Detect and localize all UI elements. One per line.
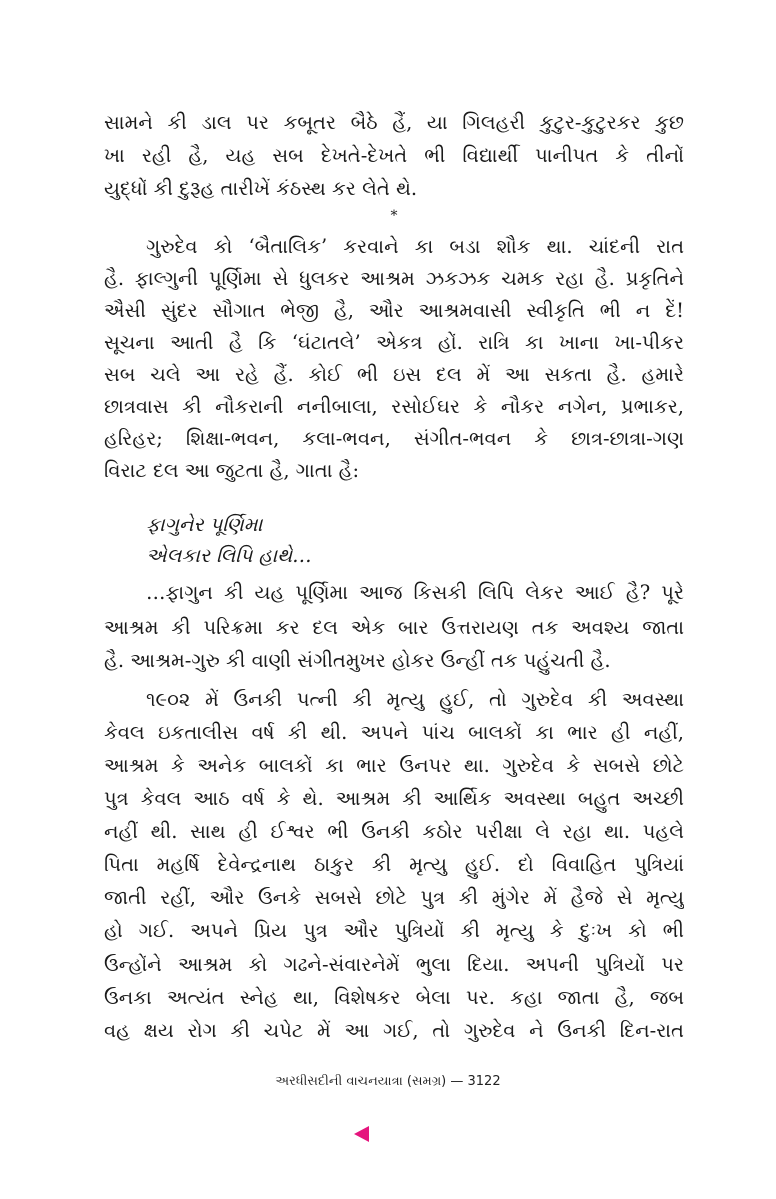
- text-line: ખા રહી હૈ, યહ સબ દેખતે-દેખતે ભી વિદ્યાર્થી પાનીપત કે તીનોં: [104, 144, 684, 167]
- text-line: વિરાટ દલ આ જુટતા હૈ, ગાતા હૈ:: [104, 459, 360, 482]
- text-line: હરિહર; શિક્ષા-ભવન, કલા-ભવન, સંગીત-ભવન કે છાત્ર-છાત્રા-ગણ: [104, 427, 684, 450]
- text-line: પુત્ર કેવલ આઠ વર્ષ કે થે. આશ્રમ કી આર્થિક અવસ્થા બહુત અચ્છી: [104, 787, 684, 810]
- text-line: છાત્રવાસ કી નૌકરાની નનીબાલા, રસોઈઘર કે નૌકર નગેન, પ્રભાકર,: [104, 395, 684, 418]
- text-line: આશ્રમ કે અનેક બાલકોં કા ભાર ઉનપર થા. ગુરુદેવ કે સબસે છોટે: [104, 754, 684, 777]
- text-line: ગુરુદેવ કો ‘બૈતાલિક’ કરવાને કા બડા શૌક થા. ચાંદની રાત: [146, 235, 684, 258]
- text-line: ૧૯૦૨ મેં ઉનકી પત્ની કી મૃત્યુ હુઈ, તો ગુરુદેવ કી અવસ્થા: [146, 688, 684, 711]
- text-line: જાતી રહીં, ઔર ઉનકે સબસે છોટે પુત્ર કી મુંગેર મેં હૈજે સે મૃત્યુ: [104, 886, 684, 909]
- page-footer: અરધીસદીની વાચનયાત્રા (સમગ્ર) — 3122: [275, 1074, 501, 1089]
- text-line: ઉન્હોંને આશ્રમ કો ગઢને-સંવારનેમેં ભુલા દિયા. અપની પુત્રિયોં પર: [104, 953, 684, 976]
- text-line: સબ ચલે આ રહે હૈં. કોઈ ભી ઇસ દલ મેં આ સકતા હૈ. હમારે: [104, 363, 684, 386]
- section-separator: *: [390, 208, 398, 224]
- text-line: આશ્રમ કી પરિક્રમા કર દલ એક બાર ઉત્તરાયણ તક અવશ્ય જાતા: [104, 616, 684, 639]
- poem-line: એલકાર લિપિ હાથે…: [146, 544, 312, 567]
- text-line: હૈ. ફાલ્ગુની પૂર્ણિમા સે ધુલકર આશ્રમ ઝકઝક ચમક રહા હૈ. પ્રકૃતિને: [104, 267, 684, 290]
- text-line: યુદ્ધોં કી દુરૂહ તારીખેં કંઠસ્થ કર લેતે થે.: [104, 177, 418, 200]
- text-line: નહીં થી. સાથ હી ઈશ્વર ભી ઉનકી કઠોર પરીક્ષા લે રહા થા. પહલે: [104, 820, 684, 843]
- previous-page-arrow-icon[interactable]: [354, 1126, 369, 1142]
- poem-line: ફાગુનેર પૂર્ણિમા: [146, 513, 263, 536]
- text-line: સૂચના આતી હૈ કિ ‘ઘંટાતલે’ એકત્ર હોં. રાત્રિ કા ખાના ખા-પીકર: [104, 331, 684, 354]
- text-line: વહ ક્ષય રોગ કી ચપેટ મેં આ ગઈ, તો ગુરુદેવ ને ઉનકી દિન-રાત: [104, 1019, 684, 1042]
- text-line: ઉનકા અત્યંત સ્નેહ થા, વિશેષકર બેલા પર. કહા જાતા હૈ, જબ: [104, 986, 684, 1009]
- text-line: પિતા મહર્ષિ દેવેન્દ્રનાથ ઠાકુર કી મૃત્યુ હુઈ. દો વિવાહિત પુત્રિયાં: [104, 853, 684, 876]
- text-line: હો ગઈ. અપને પ્રિય પુત્ર ઔર પુત્રિયોં કી મૃત્યુ કે દુઃખ કો ભી: [104, 919, 684, 942]
- text-line: ઐસી સુંદર સૌગાત ભેજી હૈ, ઔર આશ્રમવાસી સ્વીકૃતિ ભી ન દેં!: [104, 299, 684, 322]
- text-line: હૈ. આશ્રમ-ગુરુ કી વાણી સંગીતમુખર હોકર ઉન્હીં તક પહુંચતી હૈ.: [104, 649, 611, 672]
- text-line: કેવલ ઇકતાલીસ વર્ષ કી થી. અપને પાંચ બાલકોં કા ભાર હી નહીં,: [104, 721, 684, 744]
- text-line: સામને કી ડાલ પર કબૂતર બૈઠે હૈં, યા ગિલહરી કુટુર-કુટુરકર કુછ: [104, 111, 684, 134]
- text-line: …ફાગુન કી યહ પૂર્ણિમા આજ કિસકી લિપિ લેકર આઈ હૈ? પૂરે: [146, 581, 684, 604]
